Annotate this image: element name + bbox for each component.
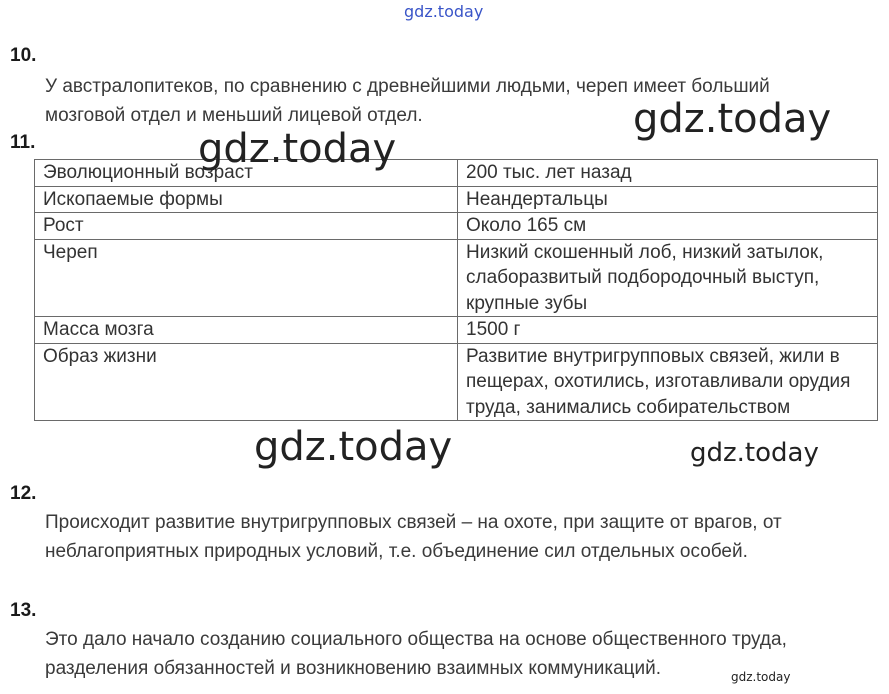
watermark: gdz.today [198, 126, 397, 172]
question-10-answer: У австралопитеков, по сравнению с древнейшими людьми, череп имеет больший мозговой отдел и меньший лицевой отдел. [45, 76, 770, 126]
question-12-number: 12. [10, 483, 37, 504]
question-11-number: 11. [10, 132, 36, 153]
table-row [35, 160, 878, 187]
table-cell-label: Эволюционный возраст [35, 160, 458, 187]
table-row [35, 343, 878, 421]
watermark: gdz.today [254, 424, 453, 470]
table-cell-label: Образ жизни [35, 343, 458, 421]
table-row [35, 186, 878, 213]
table-cell-label: Череп [35, 239, 458, 317]
table-cell-value: Развитие внутригрупповых связей, жили в пещерах, охотились, изготавливали орудия труда, занимались собирательством [458, 343, 878, 421]
table-cell-value: 1500 г [458, 317, 878, 344]
table-row [35, 239, 878, 317]
table-row [35, 317, 878, 344]
table-cell-label: Рост [35, 213, 458, 240]
table-cell-value: Низкий скошенный лоб, низкий затылок, слаборазвитый подбородочный выступ, крупные зубы [458, 239, 878, 317]
table-cell-label: Масса мозга [35, 317, 458, 344]
watermark: gdz.today [633, 96, 832, 142]
question-13-number: 13. [10, 600, 37, 621]
question-13-answer: Это дало начало созданию социального общества на основе общественного труда, разделения обязанностей и возникновению взаимных коммуникаций. [45, 629, 787, 679]
question-10-number: 10. [10, 45, 37, 66]
watermark-top: gdz.today [404, 2, 484, 21]
table-cell-label: Ископаемые формы [35, 186, 458, 213]
watermark: gdz.today [731, 670, 791, 684]
table-row [35, 213, 878, 240]
table-cell-value: Около 165 см [458, 213, 878, 240]
watermark: gdz.today [690, 438, 819, 468]
question-12-answer: Происходит развитие внутригрупповых связей – на охоте, при защите от врагов, от неблагоприятных природных условий, т.е. объединение сил отдельных особей. [45, 512, 782, 562]
neanderthal-table [34, 159, 878, 421]
table-cell-value: 200 тыс. лет назад [458, 160, 878, 187]
table-cell-value: Неандертальцы [458, 186, 878, 213]
